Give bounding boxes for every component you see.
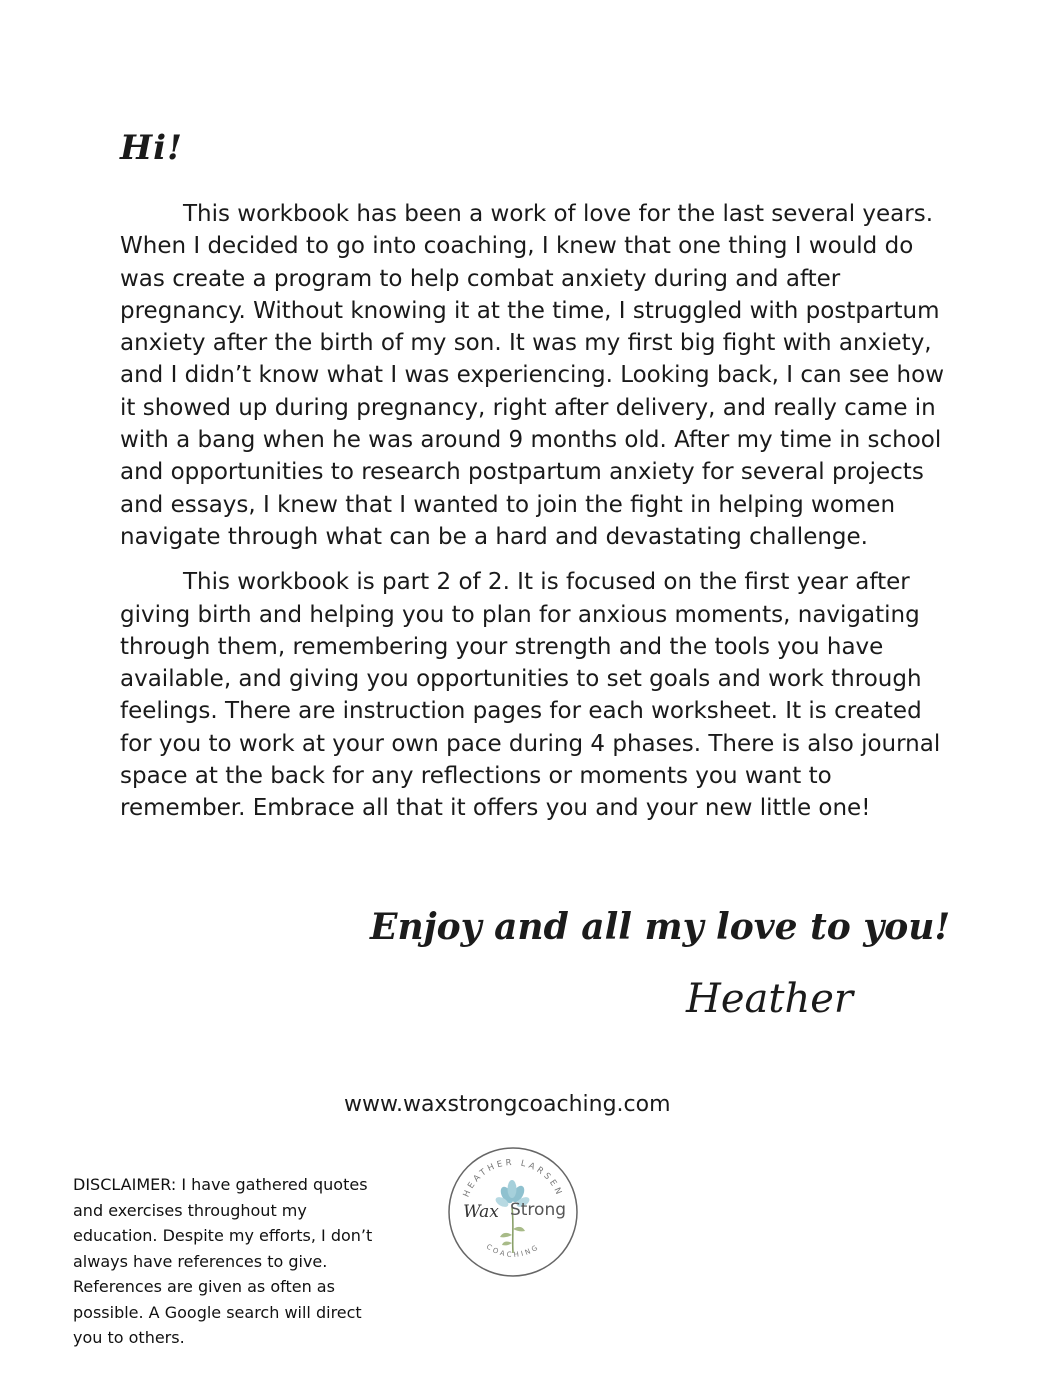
wax-strong-logo xyxy=(446,1145,580,1279)
paragraph-workbook-overview: This workbook is part 2 of 2. It is focused on the first year after giving birth and helping you to plan for anxious moments, navigating through them, remembering your strength and the tools you have available, and giving you opportunities to set goals and work through feelings. There are instruction pages for each worksheet. It is created for you to work at your own pace during 4 phases. There is also journal space at the back for any reflections or moments you want to remember. Embrace all that it offers you and your new little one! xyxy=(120,569,941,822)
letter-body xyxy=(120,198,955,838)
paragraph-intro: This workbook has been a work of love for the last several years. When I decided to go into coaching, I knew that one thing I would do was create a program to help combat anxiety during and after pregnancy. Without knowing it at the time, I struggled with postpartum anxiety after the birth of my son. It was my first big fight with anxiety, and I didn’t know what I was experiencing. Looking back, I can see how it showed up during pregnancy, right after delivery, and really came in with a bang when he was around 9 months old. After my time in school and opportunities to research postpartum anxiety for several projects and essays, I knew that I wanted to join the fight in helping women navigate through what can be a hard and devastating challenge. xyxy=(120,201,945,550)
logo-bottom-text: COACHING xyxy=(484,1242,542,1259)
logo-top-text: HEATHER LARSEN xyxy=(461,1157,565,1199)
logo-brand-script: Wax xyxy=(463,1202,499,1222)
signature: Heather xyxy=(686,976,854,1022)
disclaimer-text: DISCLAIMER: I have gathered quotes and exercises throughout my education. Despite my efforts, I don’t always have references to give. References are given as often as possible. A Google search will direct you to others. xyxy=(73,1175,373,1347)
website-link[interactable]: www.waxstrongcoaching.com xyxy=(344,1092,671,1117)
logo-brand-word: Strong xyxy=(509,1200,567,1220)
greeting-heading: Hi! xyxy=(120,128,183,168)
closing-line: Enjoy and all my love to you! xyxy=(370,906,951,948)
